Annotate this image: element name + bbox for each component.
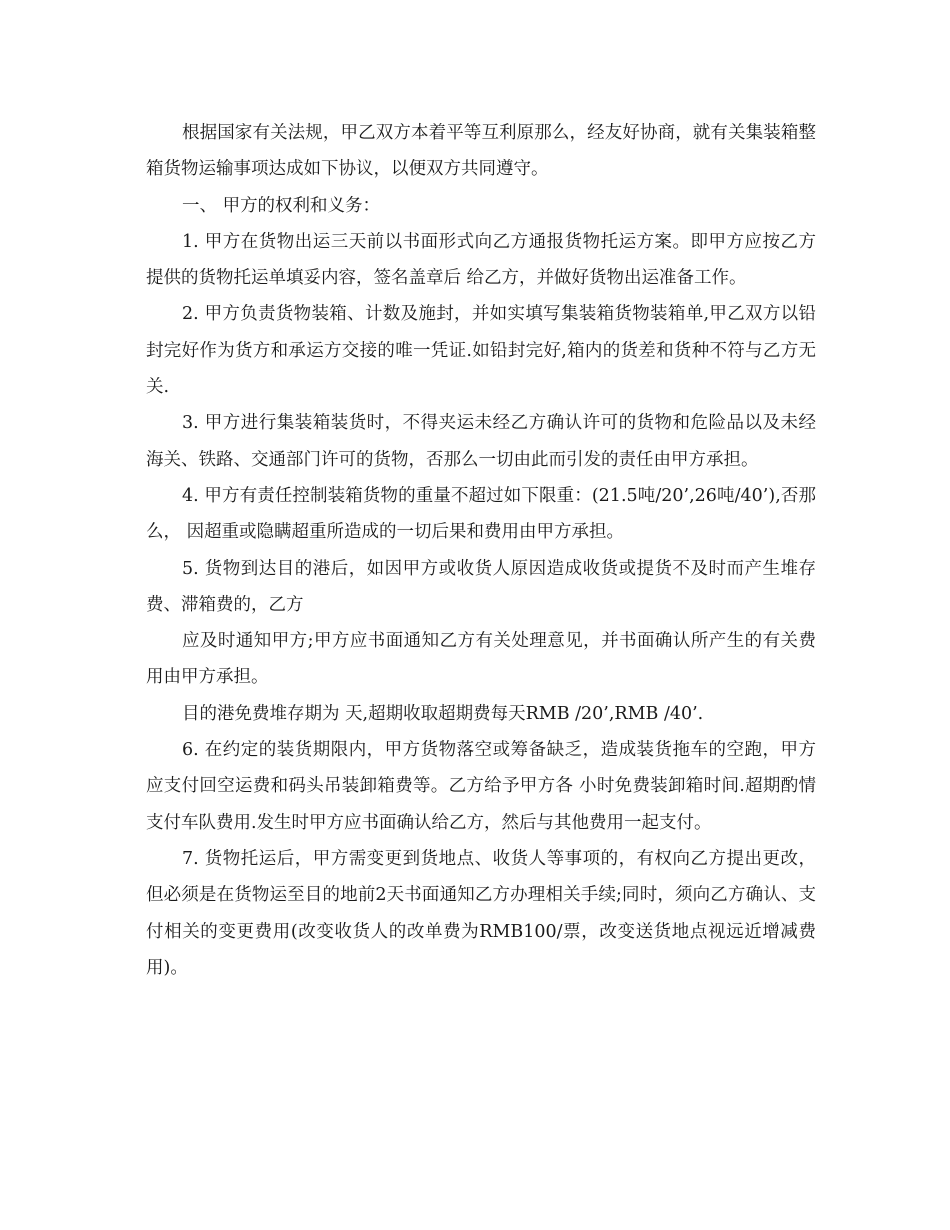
clause-3: 3. 甲方进行集装箱装货时，不得夹运未经乙方确认许可的货物和危险品以及未经海关、铁路、交通部门许可的货物，否那么一切由此而引发的责任由甲方承担。 — [146, 413, 816, 470]
paragraph-preamble: 根据国家有关法规，甲乙双方本着平等互利原那么，经友好协商，就有关集装箱整箱货物运输事项达成如下协议，以便双方共同遵守。 — [146, 123, 816, 180]
section-heading-party-a-rights: 一、 甲方的权利和义务： — [182, 195, 381, 216]
free-storage-note: 目的港免费堆存期为 天,超期收取超期费每天RMB /20’,RMB /40’. — [182, 703, 704, 724]
clause-7: 7. 货物托运后，甲方需变更到货地点、收货人等事项的，有权向乙方提出更改，但必须是在货物运至目的地前2天书面通知乙方办理相关手续;同时，须向乙方确认、支付相关的变更费用(改变收货人的改单费为RMB100/票，改变送货地点视远近增减费用)。 — [146, 848, 816, 978]
clause-1: 1. 甲方在货物出运三天前以书面形式向乙方通报货物托运方案。即甲方应按乙方提供的货物托运单填妥内容，签名盖章后 给乙方，并做好货物出运准备工作。 — [146, 231, 816, 289]
document-body — [146, 115, 816, 986]
clause-2: 2. 甲方负责货物装箱、计数及施封，并如实填写集装箱货物装箱单,甲乙双方以铅封完好作为货方和承运方交接的唯一凭证.如铅封完好,箱内的货差和货种不符与乙方无关. — [146, 304, 816, 398]
clause-5: 5. 货物到达目的港后，如因甲方或收货人原因造成收货或提货不及时而产生堆存费、滞箱费的，乙方 — [146, 558, 816, 615]
clause-4: 4. 甲方有责任控制装箱货物的重量不超过如下限重：(21.5吨/20’,26吨/40’),否那么， 因超重或隐瞒超重所造成的一切后果和费用由甲方承担。 — [146, 485, 816, 543]
clause-5-continued: 应及时通知甲方;甲方应书面通知乙方有关处理意见，并书面确认所产生的有关费用由甲方承担。 — [146, 631, 816, 688]
clause-6: 6. 在约定的装货期限内，甲方货物落空或筹备缺乏，造成装货拖车的空跑，甲方应支付回空运费和码头吊装卸箱费等。乙方给予甲方各 小时免费装卸箱时间.超期酌情支付车队费用.发生时甲方应书面确认给乙方，然后与其他费用一起支付。 — [146, 740, 816, 833]
